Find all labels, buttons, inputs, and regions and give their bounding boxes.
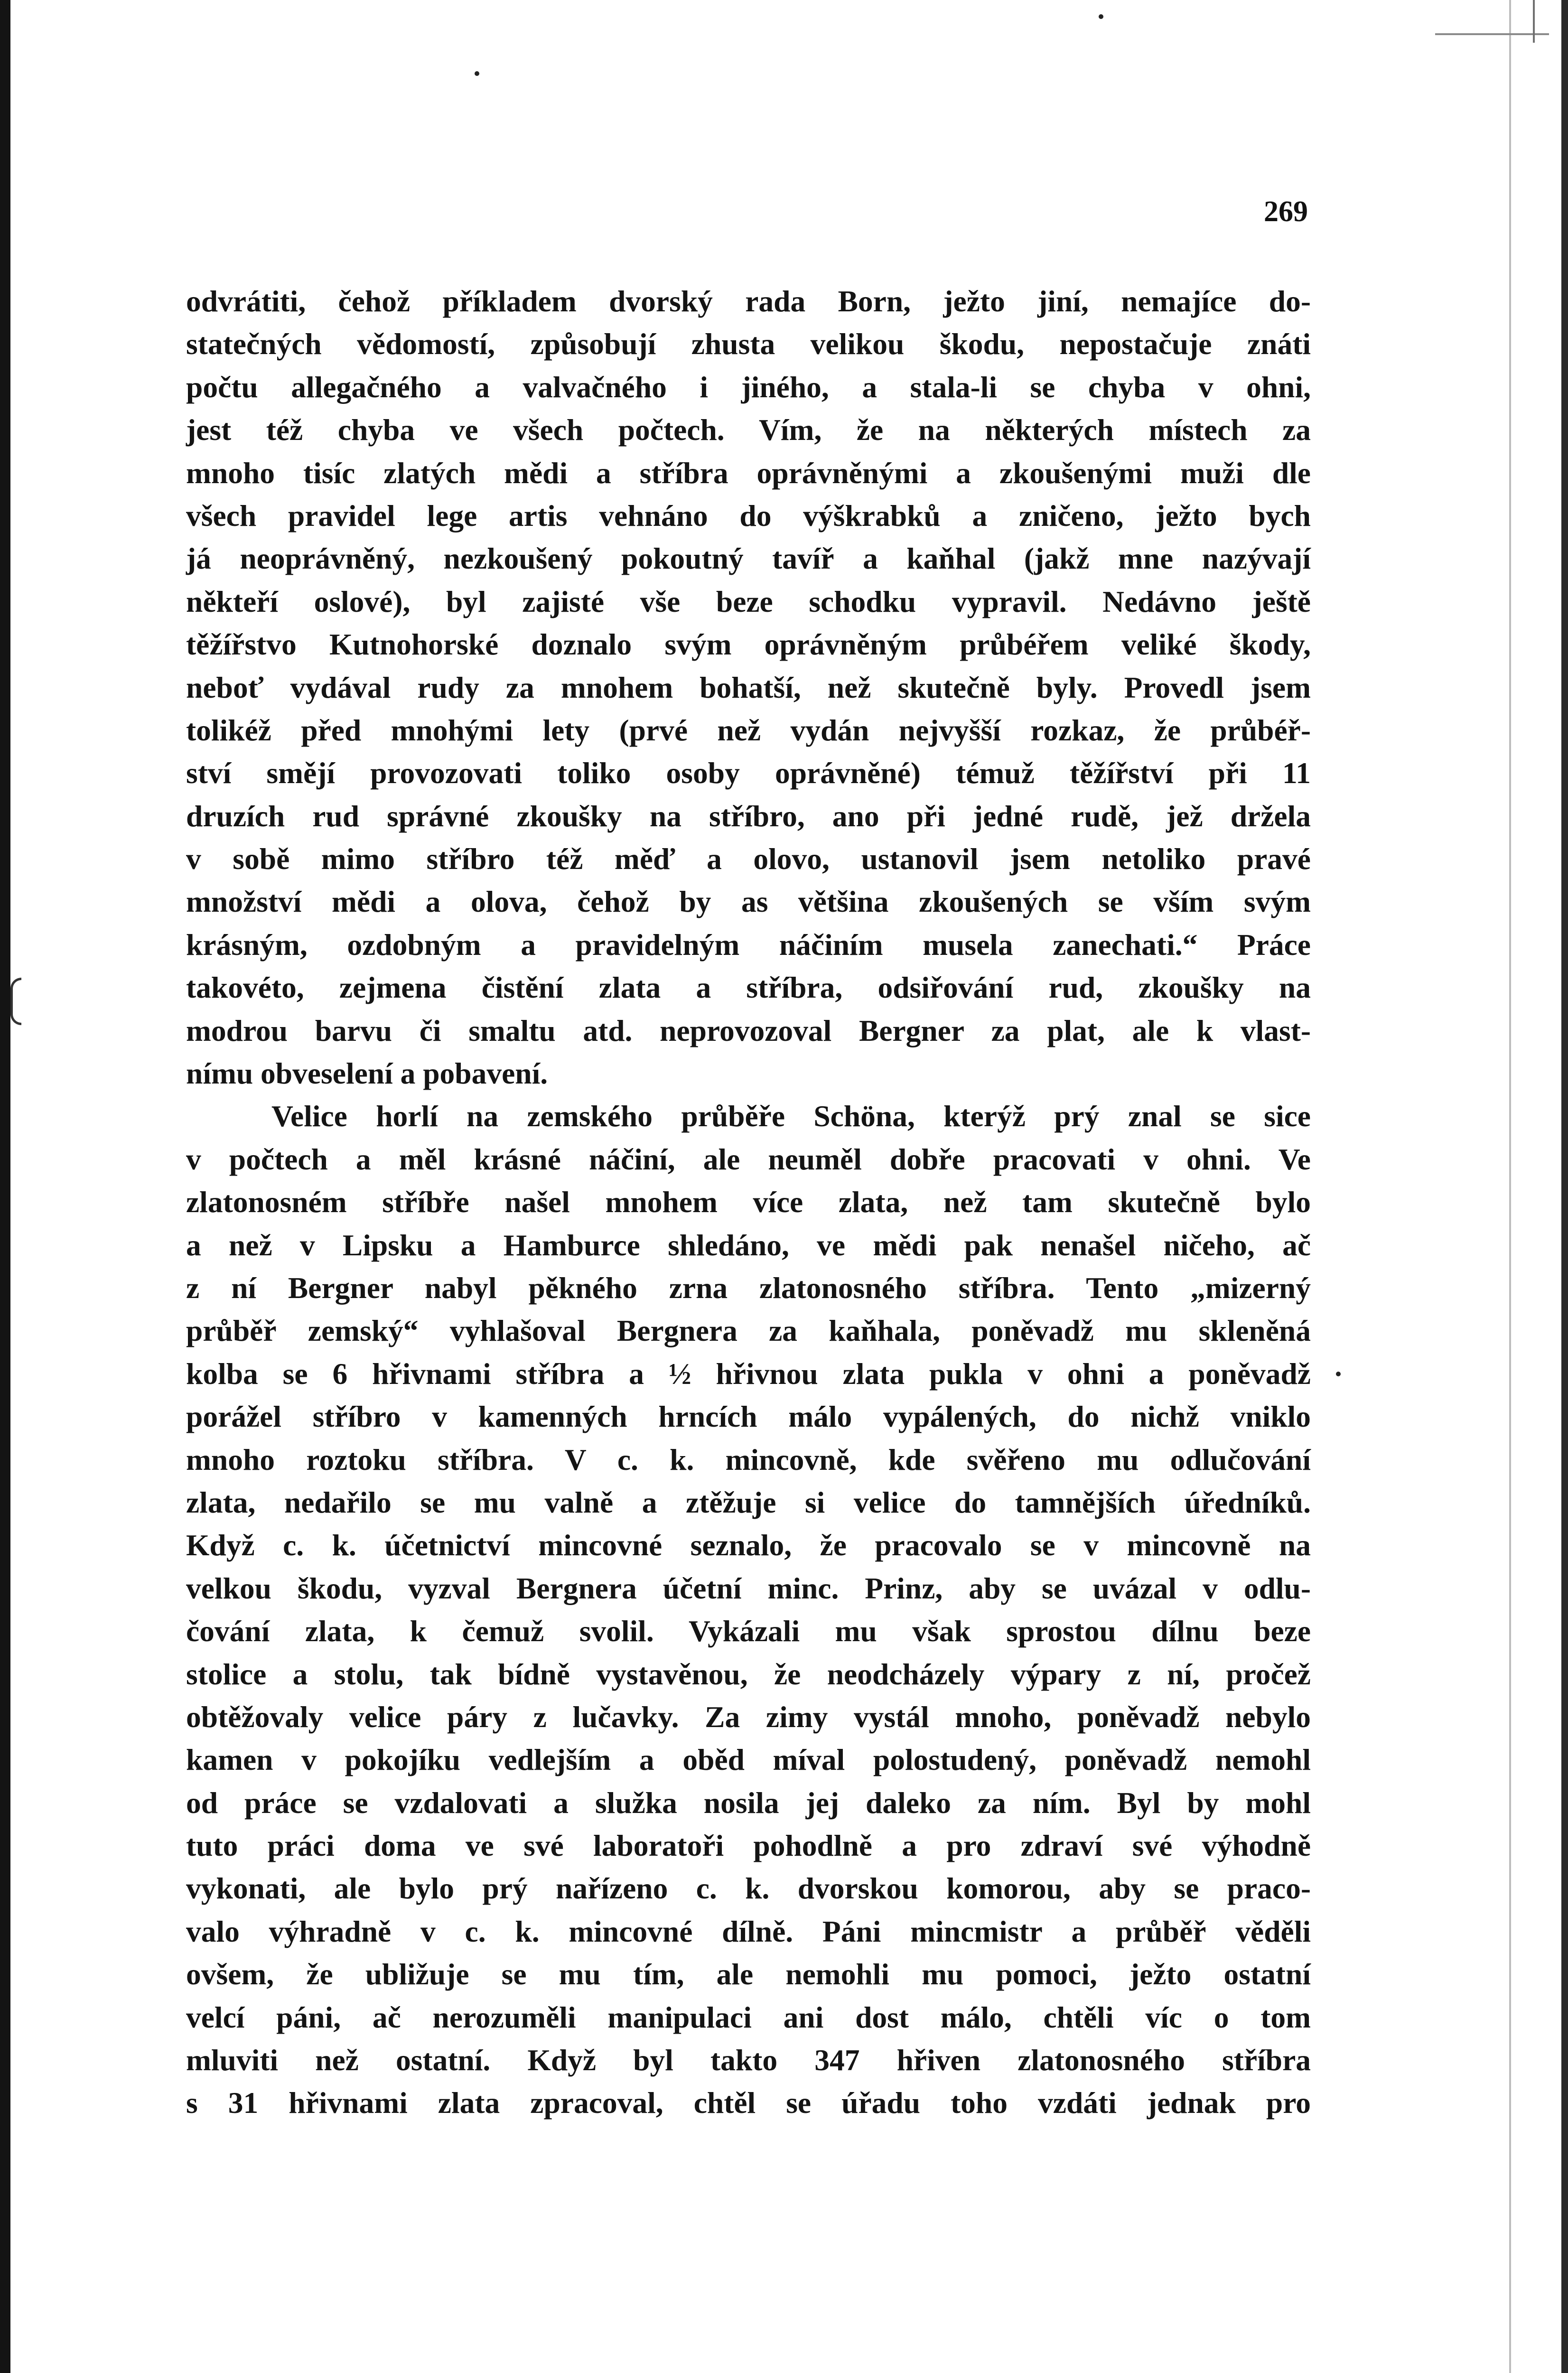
- text-line: nímu obveselení a pobavení.: [186, 1056, 548, 1091]
- text-line: v počtech a měl krásné náčiní, ale neuměl dobře pracovati v ohni. Ve: [186, 1142, 1311, 1176]
- scan-edge-left: [0, 0, 10, 2373]
- text-line: z ní Bergner nabyl pěkného zrna zlatonosného stříbra. Tento „mizerný: [186, 1271, 1311, 1305]
- scan-speck: [1336, 1372, 1341, 1376]
- text-line: ovšem, že ubližuje se mu tím, ale nemohli mu pomoci, ježto ostatní: [186, 1957, 1311, 1991]
- scan-edge-line: [1509, 0, 1511, 2373]
- text-line: porážel stříbro v kamenných hrncích málo vypálených, do nichž vniklo: [186, 1400, 1311, 1434]
- scan-edge-right: [1561, 0, 1568, 2373]
- text-line: těžířstvo Kutnohorské doznalo svým oprávněným průbéřem veliké škody,: [186, 627, 1311, 662]
- text-line: druzích rud správné zkoušky na stříbro, ano při jedné rudě, jež držela: [186, 799, 1311, 833]
- text-line: od práce se vzdalovati a služka nosila jej daleko za ním. Byl by mohl: [186, 1785, 1311, 1820]
- text-line: odvrátiti, čehož příkladem dvorský rada Born, ježto jiní, nemajíce do-: [186, 284, 1311, 318]
- text-line: mnoho roztoku stříbra. V c. k. mincovně, kde svěřeno mu odlučování: [186, 1442, 1311, 1476]
- text-line: statečných vědomostí, způsobují zhusta velikou škodu, nepostačuje znáti: [186, 327, 1311, 361]
- scan-speck: [475, 71, 479, 76]
- text-line: takovéto, zejmena čistění zlata a stříbra, odsiřování rud, zkoušky na: [186, 971, 1311, 1005]
- text-line: stolice a stolu, tak bídně vystavěnou, že neodcházely výpary z ní, pročež: [186, 1657, 1311, 1691]
- text-line: Když c. k. účetnictví mincovné seznalo, že pracovalo se v mincovně na: [186, 1528, 1311, 1562]
- text-line: Velice horlí na zemského průběře Schöna, kterýž prý znal se sice: [271, 1099, 1311, 1133]
- text-line: tuto práci doma ve své laboratoři pohodlně a pro zdraví své výhodně: [186, 1829, 1311, 1863]
- text-line: kolba se 6 hřivnami stříbra a ½ hřivnou zlata pukla v ohni a poněvadž: [186, 1356, 1311, 1391]
- text-line: počtu allegačného a valvačného i jiného, a stala-li se chyba v ohni,: [186, 370, 1311, 404]
- text-line: zlatonosném stříbře našel mnohem více zlata, než tam skutečně bylo: [186, 1185, 1311, 1219]
- text-line: modrou barvu či smaltu atd. neprovozoval Bergner za plat, ale k vlast-: [186, 1013, 1311, 1047]
- text-line: v sobě mimo stříbro též měď a olovo, ustanovil jsem netoliko pravé: [186, 842, 1311, 876]
- text-line: mluviti než ostatní. Když byl takto 347 hřiven zlatonosného stříbra: [186, 2043, 1311, 2077]
- text-line: velkou škodu, vyzval Bergnera účetní minc. Prinz, aby se uvázal v odlu-: [186, 1571, 1311, 1605]
- text-line: ství smějí provozovati toliko osoby oprávněné) témuž těžířství při 11: [186, 756, 1311, 790]
- text-line: množství mědi a olova, čehož by as většina zkoušených se vším svým: [186, 885, 1311, 919]
- text-line: velcí páni, ač nerozuměli manipulaci ani dost málo, chtěli víc o tom: [186, 2000, 1311, 2034]
- page-number: 269: [1264, 196, 1308, 228]
- text-line: zlata, nedařilo se mu valně a ztěžuje si velice do tamnějších úředníků.: [186, 1485, 1311, 1519]
- text-line: jest též chyba ve všech počtech. Vím, že na některých místech za: [186, 413, 1311, 447]
- text-line: s 31 hřivnami zlata zpracoval, chtěl se úřadu toho vzdáti jednak pro: [186, 2086, 1311, 2120]
- text-line: všech pravidel lege artis vehnáno do výškrabků a zničeno, ježto bych: [186, 498, 1311, 533]
- text-line: mnoho tisíc zlatých mědi a stříbra oprávněnými a zkoušenými muži dle: [186, 456, 1311, 490]
- scan-corner-mark: [1435, 33, 1549, 35]
- text-line: já neoprávněný, nezkoušený pokoutný tavíř a kaňhal (jakž mne nazývají: [186, 542, 1311, 576]
- scan-margin-mark: [10, 978, 21, 1025]
- text-line: vykonati, ale bylo prý nařízeno c. k. dvorskou komorou, aby se praco-: [186, 1871, 1311, 1906]
- text-line: tolikéž před mnohými lety (prvé než vydán nejvyšší rozkaz, že průbéř-: [186, 713, 1311, 747]
- body-text: [186, 280, 1311, 2125]
- scan-corner-mark: [1533, 0, 1535, 43]
- text-line: průběř zemský“ vyhlašoval Bergnera za kaňhala, poněvadž mu skleněná: [186, 1314, 1311, 1348]
- text-line: čování zlata, k čemuž svolil. Vykázali mu však sprostou dílnu beze: [186, 1614, 1311, 1648]
- text-line: někteří oslové), byl zajisté vše beze schodku vypravil. Nedávno ještě: [186, 584, 1311, 618]
- text-line: obtěžovaly velice páry z lučavky. Za zimy vystál mnoho, poněvadž nebylo: [186, 1700, 1311, 1734]
- text-line: valo výhradně v c. k. mincovné dílně. Páni mincmistr a průběř věděli: [186, 1914, 1311, 1948]
- text-line: krásným, ozdobným a pravidelným náčiním musela zanechati.“ Práce: [186, 927, 1311, 962]
- text-line: kamen v pokojíku vedlejším a oběd míval polostudený, poněvadž nemohl: [186, 1743, 1311, 1777]
- scan-speck: [1099, 14, 1103, 19]
- text-line: neboť vydával rudy za mnohem bohatší, než skutečně byly. Provedl jsem: [186, 670, 1311, 704]
- text-line: a než v Lipsku a Hamburce shledáno, ve mědi pak nenašel ničeho, ač: [186, 1228, 1311, 1262]
